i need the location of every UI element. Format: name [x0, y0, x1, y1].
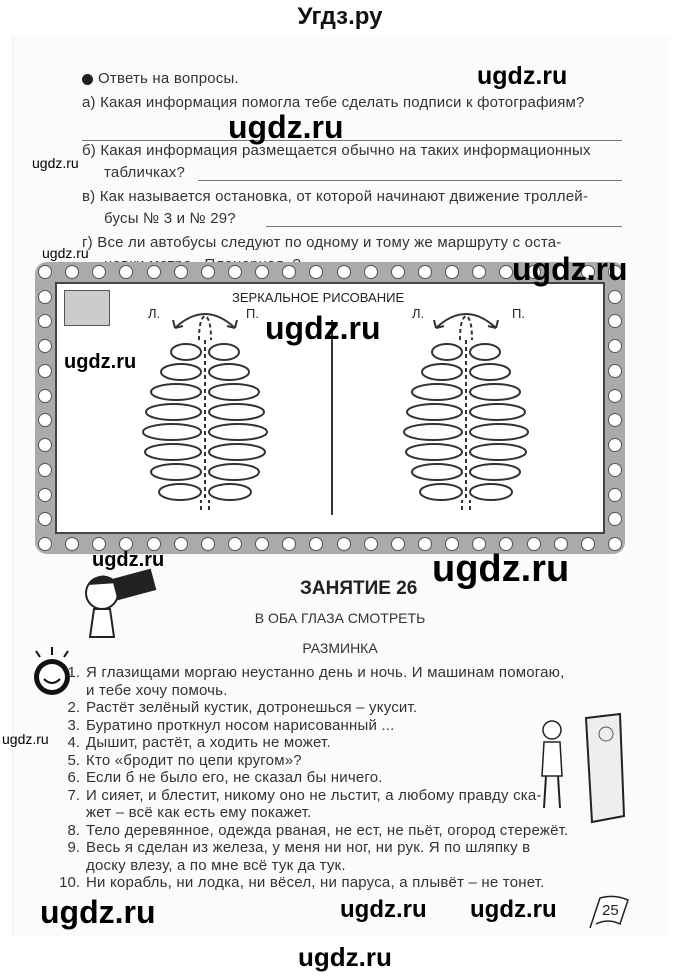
fern-leaf-loop: [412, 384, 462, 400]
fern-leaf-loop: [209, 344, 239, 360]
riddle-text: Растёт зелёный кустик, дотронешься – укусит.: [86, 699, 418, 716]
label-left-1: Л.: [148, 306, 161, 321]
fern-leaf-loop: [470, 424, 528, 440]
fern-leaf-loop: [145, 444, 201, 460]
riddle-number: 9.: [67, 839, 80, 856]
watermark: ugdz.ru: [512, 251, 628, 287]
watermark: ugdz.ru: [64, 351, 137, 373]
riddle-number: 5.: [67, 751, 80, 769]
warmup-heading: РАЗМИНКА: [302, 640, 378, 656]
fern-leaf-loop: [420, 484, 462, 500]
page-number: 25: [602, 902, 619, 919]
question-a: а) Какая информация помогла тебе сделать подписи к фотографиям?: [82, 94, 585, 111]
fern-drawing: [404, 314, 528, 510]
fern-leaf-loop: [161, 364, 201, 380]
watermark: ugdz.ru: [470, 896, 557, 923]
fern-leaf-loop: [470, 484, 512, 500]
site-header-title[interactable]: Угдз.ру: [297, 3, 383, 30]
footer-site-link[interactable]: ugdz.ru: [298, 942, 392, 972]
fern-leaf-loop: [470, 404, 525, 420]
fern-leaf-loop: [470, 344, 500, 360]
riddle-text: Дышит, растёт, а ходить не может.: [86, 734, 331, 751]
riddle-text: Весь я сделан из железа, у меня ни ног, ни рук. Я по шляпку в: [86, 839, 531, 856]
task-intro: Ответь на вопросы.: [98, 70, 239, 87]
fern-leaf-loop: [470, 364, 510, 380]
question-v-line2: бусы № 3 и № 29?: [104, 210, 236, 227]
watermark: ugdz.ru: [265, 310, 381, 346]
fern-leaf-loop: [143, 424, 201, 440]
fern-leaf-loop: [159, 484, 201, 500]
watermark: ugdz.ru: [40, 894, 156, 930]
riddle-text: Тело деревянное, одежда рваная, не ест, не пьёт, огород стережёт.: [86, 821, 569, 839]
fern-leaf-loop: [209, 444, 265, 460]
fern-leaf-loop: [422, 364, 462, 380]
fern-leaf-loop: [209, 404, 264, 420]
fern-leaf-loop: [209, 384, 259, 400]
watermark: ugdz.ru: [228, 109, 344, 145]
lesson-title: ЗАНЯТИЕ 26: [300, 578, 418, 599]
riddle-text: Кто «бродит по цепи кругом»?: [86, 751, 302, 769]
boy-and-mirror-icon: [538, 712, 628, 824]
watermark: ugdz.ru: [477, 62, 568, 90]
double-arrow-icon: [434, 314, 498, 328]
watermark: ugdz.ru: [92, 549, 165, 571]
question-b-line2: табличках?: [104, 164, 185, 181]
riddle-text: Я глазищами моргаю неустанно день и ночь. И машинам помогаю,: [86, 664, 565, 681]
double-arrow-icon: [173, 314, 237, 328]
riddle-text: Если б не было его, не сказал бы ничего.: [86, 769, 383, 786]
label-left-2: Л.: [412, 306, 425, 321]
watermark: ugdz.ru: [42, 245, 89, 261]
question-v-line1: в) Как называется остановка, от которой начинают движение троллей-: [82, 188, 589, 205]
fern-leaf-loop: [209, 484, 251, 500]
fern-leaf-loop: [470, 464, 520, 480]
fern-leaf-loop: [407, 404, 462, 420]
riddle-number: 8.: [67, 821, 80, 839]
fern-leaf-loop: [404, 424, 462, 440]
fern-leaf-loop: [412, 464, 462, 480]
watermark: ugdz.ru: [2, 731, 49, 747]
fern-leaf-loop: [432, 344, 462, 360]
fern-leaf-loop: [470, 444, 526, 460]
fern-leaf-loop: [209, 424, 267, 440]
riddle-number: 1.: [67, 664, 80, 681]
watermark: ugdz.ru: [32, 155, 79, 171]
label-right-1: П.: [246, 306, 259, 321]
fern-leaf-loop: [209, 464, 259, 480]
riddle-number: 4.: [67, 734, 80, 751]
riddle-number: 6.: [67, 769, 80, 786]
fern-drawing: [143, 314, 267, 510]
riddle-text: и тебе хочу помочь.: [86, 681, 228, 699]
riddle-number: 10.: [59, 874, 80, 891]
child-with-binoculars-icon: [82, 565, 162, 645]
fern-leaf-loop: [171, 344, 201, 360]
fern-leaf-loop: [151, 464, 201, 480]
fern-leaf-loop: [146, 404, 201, 420]
label-right-2: П.: [512, 306, 525, 321]
fern-leaf-loop: [209, 364, 249, 380]
riddle-number: 7.: [67, 786, 80, 804]
riddle-number: 3.: [67, 716, 80, 734]
mirror-drawing-title: ЗЕРКАЛЬНОЕ РИСОВАНИЕ: [232, 290, 405, 305]
lesson-subtitle: В ОБА ГЛАЗА СМОТРЕТЬ: [254, 610, 426, 626]
question-g-line1: г) Все ли автобусы следуют по одному и тому же маршруту с оста-: [82, 234, 562, 251]
riddle-number: 2.: [67, 699, 80, 716]
watermark: ugdz.ru: [340, 896, 427, 923]
riddle-text: И сияет, и блестит, никому оно не льстит, а любому правду ска-: [86, 786, 542, 804]
fern-leaf-loop: [151, 384, 201, 400]
riddle-text: Ни корабль, ни лодка, ни вёсел, ни паруса, а плывёт – не тонет.: [86, 874, 545, 891]
riddle-text: Буратино проткнул носом нарисованный ...: [86, 716, 395, 734]
riddle-text: жет – всё как есть ему покажет.: [86, 804, 312, 821]
riddle-text: доску влезу, а по мне всё тук да тук.: [86, 856, 346, 874]
fern-leaf-loop: [406, 444, 462, 460]
watermark: ugdz.ru: [432, 548, 570, 590]
fern-leaf-loop: [470, 384, 520, 400]
question-b-line1: б) Какая информация размещается обычно на таких информационных: [82, 142, 591, 159]
